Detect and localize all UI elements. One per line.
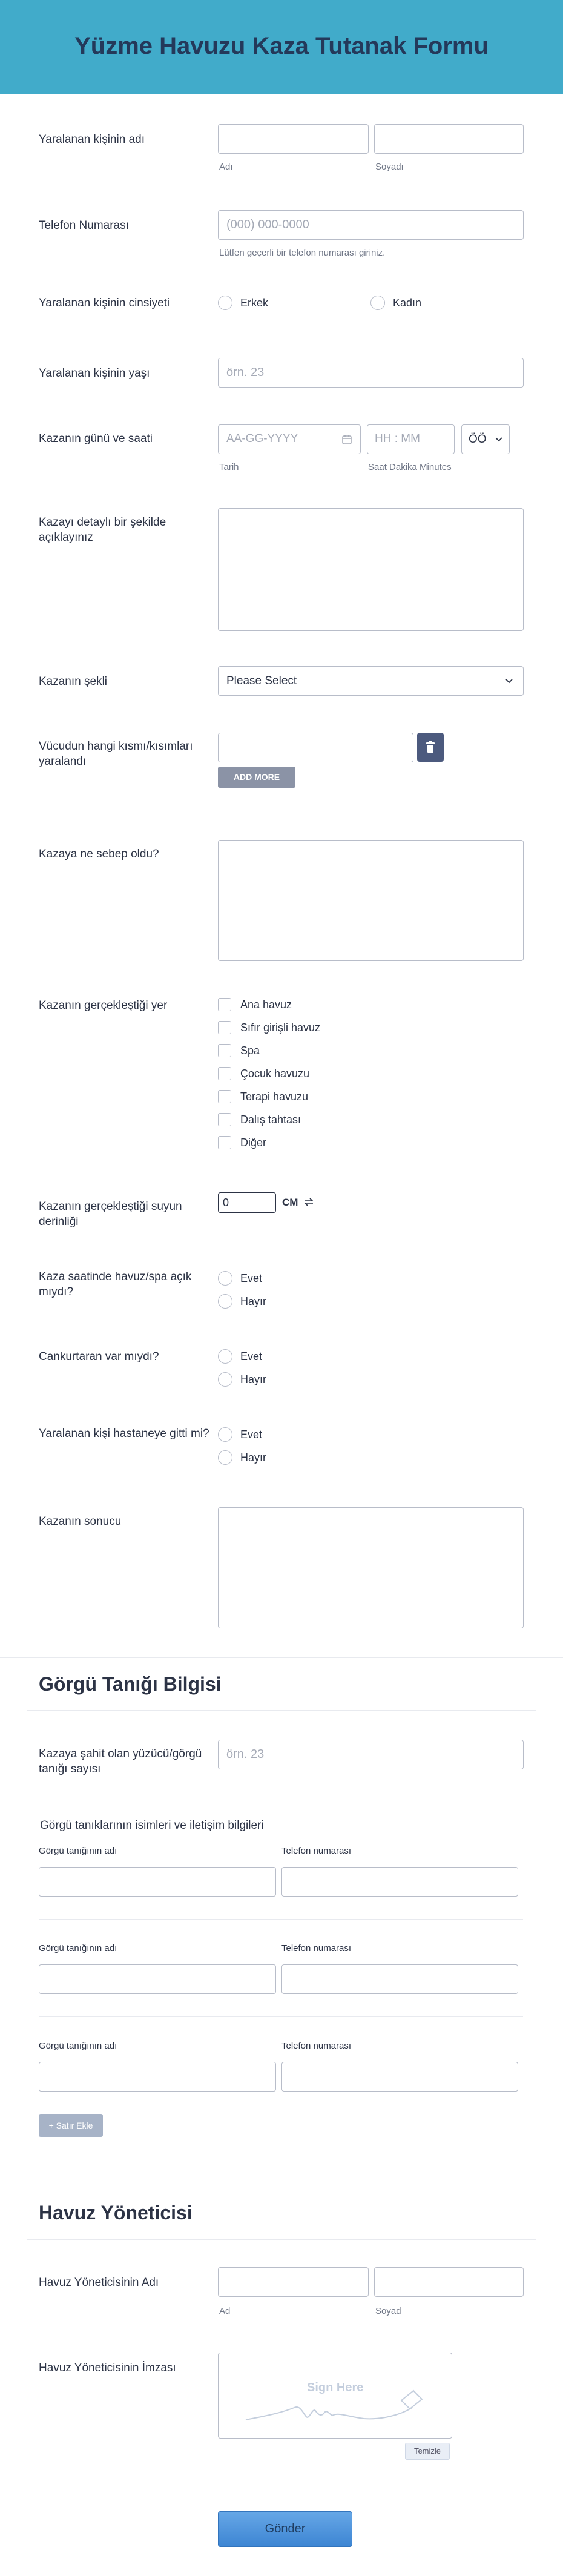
location-option: Dalış tahtası bbox=[240, 1114, 301, 1126]
manager-last-sublabel: Soyad bbox=[375, 2306, 401, 2316]
gender-radio-female[interactable] bbox=[370, 296, 385, 310]
outcome-textarea[interactable] bbox=[218, 1507, 524, 1628]
pool-open-radio-yes[interactable] bbox=[218, 1271, 232, 1286]
witness-name-label: Görgü tanığının adı bbox=[39, 1943, 117, 1953]
lifeguard-option-yes: Evet bbox=[240, 1350, 263, 1362]
description-textarea[interactable] bbox=[218, 508, 524, 631]
lifeguard-label: Cankurtaran var mıydı? bbox=[39, 1350, 159, 1363]
clear-signature-button[interactable]: Temizle bbox=[405, 2443, 450, 2460]
trash-icon bbox=[426, 741, 435, 753]
section-divider bbox=[27, 2239, 536, 2240]
location-option: Ana havuz bbox=[240, 999, 292, 1011]
witness-table-title: Görgü tanıklarının isimleri ve iletişim bilgileri bbox=[40, 1819, 264, 1832]
type-select-value: Please Select bbox=[226, 675, 297, 687]
location-label: Kazanın gerçekleştiği yer bbox=[39, 999, 168, 1012]
witness-phone-label: Telefon numarası bbox=[282, 1846, 352, 1856]
time-input[interactable] bbox=[367, 424, 455, 454]
type-select[interactable] bbox=[218, 666, 524, 696]
delete-body-part-button[interactable] bbox=[417, 733, 444, 762]
body-parts-label: Vücudun hangi kısmı/kısımları yaralandı bbox=[39, 740, 193, 768]
signature-hint: Sign Here bbox=[307, 2381, 364, 2394]
form-title: Yüzme Havuzu Kaza Tutanak Formu bbox=[74, 33, 489, 59]
swap-unit-icon[interactable] bbox=[303, 1196, 315, 1208]
location-checkbox[interactable] bbox=[218, 1067, 231, 1080]
witness-count-label: Kazaya şahit olan yüzücü/görgü tanığı sayısı bbox=[39, 1748, 202, 1775]
chevron-down-icon bbox=[505, 678, 513, 684]
location-option: Terapi havuzu bbox=[240, 1091, 309, 1103]
hospital-radio-no[interactable] bbox=[218, 1450, 232, 1465]
submit-button[interactable]: Gönder bbox=[218, 2511, 352, 2547]
manager-first-sublabel: Ad bbox=[219, 2306, 231, 2316]
name-label: Yaralanan kişinin adı bbox=[39, 133, 145, 146]
pool-open-option-no: Hayır bbox=[240, 1295, 267, 1307]
age-input[interactable] bbox=[218, 358, 524, 388]
first-name-input[interactable] bbox=[218, 124, 369, 154]
location-checkbox[interactable] bbox=[218, 1136, 231, 1149]
calendar-icon[interactable] bbox=[341, 434, 352, 445]
body-part-input[interactable] bbox=[218, 733, 413, 762]
witness-name-input[interactable] bbox=[39, 1964, 276, 1994]
lifeguard-option-no: Hayır bbox=[240, 1373, 267, 1385]
depth-label: Kazanın gerçekleştiği suyun derinliği bbox=[39, 1200, 182, 1228]
type-label: Kazanın şekli bbox=[39, 675, 108, 688]
time-sublabel: Saat Dakika Minutes bbox=[368, 462, 452, 472]
date-placeholder: AA-GG-YYYY bbox=[226, 432, 298, 445]
gender-option-female: Kadın bbox=[393, 297, 422, 309]
phone-input[interactable] bbox=[218, 210, 524, 240]
row-divider bbox=[39, 1919, 523, 1920]
location-option: Çocuk havuzu bbox=[240, 1068, 310, 1080]
first-name-sublabel: Adı bbox=[219, 162, 233, 172]
witness-name-input[interactable] bbox=[39, 2062, 276, 2092]
datetime-label: Kazanın günü ve saati bbox=[39, 432, 153, 445]
witness-name-label: Görgü tanığının adı bbox=[39, 1846, 117, 1856]
phone-label: Telefon Numarası bbox=[39, 219, 129, 232]
manager-first-name-input[interactable] bbox=[218, 2267, 369, 2297]
pool-open-option-yes: Evet bbox=[240, 1272, 263, 1284]
witness-name-input[interactable] bbox=[39, 1867, 276, 1897]
signature-placeholder-icon bbox=[243, 2389, 430, 2432]
cause-label: Kazaya ne sebep oldu? bbox=[39, 848, 159, 860]
description-label: Kazayı detaylı bir şekilde açıklayınız bbox=[39, 516, 166, 544]
row-divider bbox=[39, 2016, 523, 2017]
lifeguard-radio-yes[interactable] bbox=[218, 1349, 232, 1364]
chevron-down-icon bbox=[495, 437, 502, 443]
manager-last-name-input[interactable] bbox=[374, 2267, 524, 2297]
date-sublabel: Tarih bbox=[219, 462, 239, 472]
location-checkbox[interactable] bbox=[218, 1044, 231, 1057]
witness-phone-input[interactable] bbox=[282, 2062, 518, 2092]
depth-value: 0 bbox=[223, 1197, 229, 1209]
section-divider bbox=[0, 1657, 563, 1658]
pool-open-radio-no[interactable] bbox=[218, 1294, 232, 1309]
add-row-button[interactable]: + Satır Ekle bbox=[39, 2114, 103, 2137]
add-more-button[interactable]: ADD MORE bbox=[218, 767, 295, 788]
location-checkbox[interactable] bbox=[218, 1090, 231, 1103]
hospital-option-no: Hayır bbox=[240, 1451, 267, 1464]
witness-phone-input[interactable] bbox=[282, 1964, 518, 1994]
signature-label: Havuz Yöneticisinin İmzası bbox=[39, 2362, 176, 2374]
last-name-input[interactable] bbox=[374, 124, 524, 154]
ampm-value: ÖÖ bbox=[469, 433, 487, 446]
location-option: Sıfır girişli havuz bbox=[240, 1022, 321, 1034]
witness-phone-label: Telefon numarası bbox=[282, 1943, 352, 1953]
location-checkbox[interactable] bbox=[218, 1113, 231, 1126]
signature-pad[interactable] bbox=[218, 2353, 452, 2439]
cause-textarea[interactable] bbox=[218, 840, 524, 961]
gender-radio-male[interactable] bbox=[218, 296, 232, 310]
age-placeholder: örn. 23 bbox=[226, 366, 265, 379]
manager-section-title: Havuz Yöneticisi bbox=[39, 2202, 193, 2224]
witness-section-title: Görgü Tanığı Bilgisi bbox=[39, 1673, 222, 1695]
witness-name-label: Görgü tanığının adı bbox=[39, 2041, 117, 2051]
hospital-option-yes: Evet bbox=[240, 1428, 263, 1441]
manager-name-label: Havuz Yöneticisinin Adı bbox=[39, 2276, 159, 2289]
lifeguard-radio-no[interactable] bbox=[218, 1372, 232, 1387]
pool-open-label: Kaza saatinde havuz/spa açık mıydı? bbox=[39, 1270, 192, 1298]
date-input[interactable] bbox=[218, 424, 361, 454]
witness-phone-label: Telefon numarası bbox=[282, 2041, 352, 2051]
hospital-radio-yes[interactable] bbox=[218, 1427, 232, 1442]
depth-unit: CM bbox=[282, 1197, 298, 1208]
location-option: Spa bbox=[240, 1045, 260, 1057]
phone-hint: Lütfen geçerli bir telefon numarası giriniz. bbox=[219, 248, 386, 258]
depth-input[interactable] bbox=[218, 1192, 276, 1213]
age-label: Yaralanan kişinin yaşı bbox=[39, 367, 150, 380]
outcome-label: Kazanın sonucu bbox=[39, 1515, 122, 1528]
section-divider bbox=[27, 1710, 536, 1711]
location-option: Diğer bbox=[240, 1137, 267, 1149]
gender-label: Yaralanan kişinin cinsiyeti bbox=[39, 297, 170, 309]
last-name-sublabel: Soyadı bbox=[375, 162, 404, 172]
location-checkbox[interactable] bbox=[218, 998, 231, 1011]
location-checkbox[interactable] bbox=[218, 1021, 231, 1034]
ampm-select[interactable] bbox=[461, 424, 510, 454]
form-header bbox=[0, 0, 563, 94]
phone-placeholder: (000) 000-0000 bbox=[226, 218, 309, 231]
time-placeholder: HH : MM bbox=[375, 432, 420, 445]
witness-phone-input[interactable] bbox=[282, 1867, 518, 1897]
hospital-label: Yaralanan kişi hastaneye gitti mi? bbox=[39, 1427, 209, 1440]
witness-count-input[interactable] bbox=[218, 1740, 524, 1769]
gender-option-male: Erkek bbox=[240, 297, 269, 309]
witness-count-placeholder: örn. 23 bbox=[226, 1748, 265, 1761]
